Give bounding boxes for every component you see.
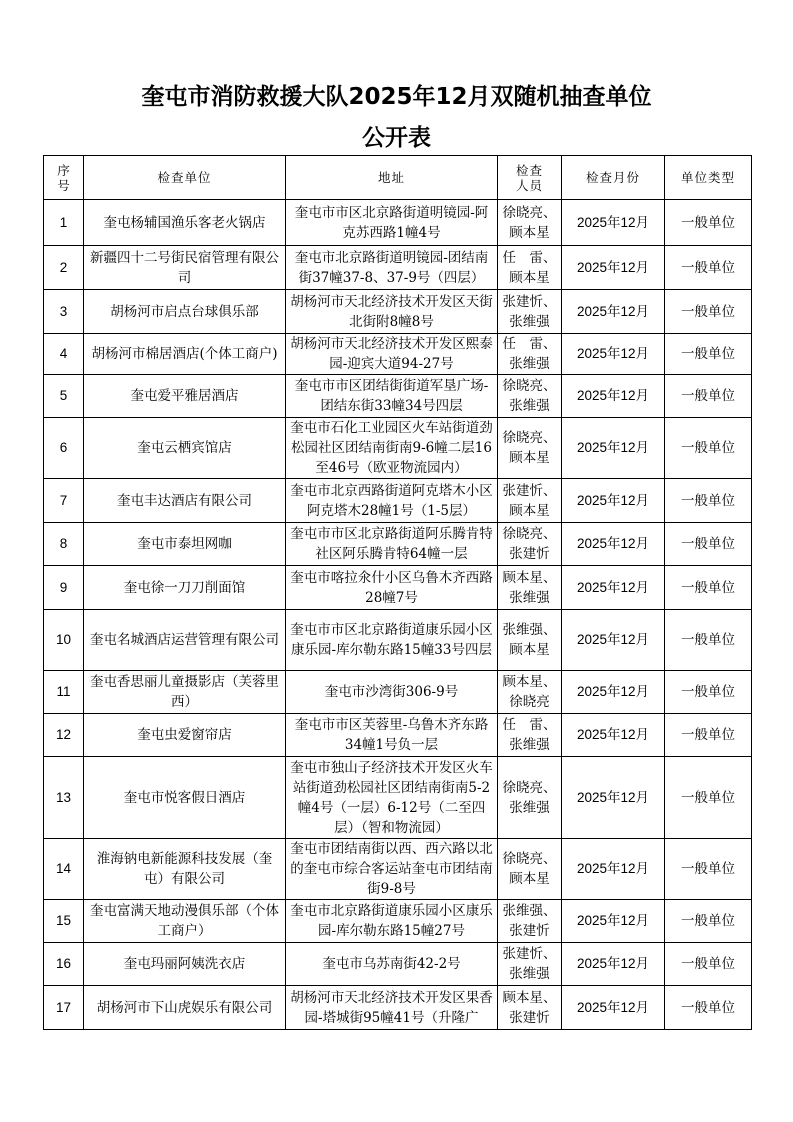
row-unit-name: 奎屯市悦客假日酒店 — [84, 757, 286, 839]
document-title: 奎屯市消防救援大队2025年12月双随机抽查单位 — [141, 84, 652, 110]
row-inspectors: 顾本星、张维强 — [498, 566, 562, 610]
row-month: 2025年12月 — [562, 290, 665, 334]
row-month: 2025年12月 — [562, 900, 665, 943]
header-type: 单位类型 — [665, 156, 752, 200]
row-inspectors: 张建忻、顾本星 — [498, 479, 562, 523]
row-unit-type: 一般单位 — [665, 566, 752, 610]
row-serial: 10 — [44, 610, 84, 671]
row-month: 2025年12月 — [562, 714, 665, 757]
row-unit-name: 奎屯杨辅国渔乐客老火锅店 — [84, 200, 286, 246]
row-unit-name: 奎屯市泰坦网咖 — [84, 523, 286, 566]
row-serial: 14 — [44, 839, 84, 900]
row-serial: 8 — [44, 523, 84, 566]
row-serial: 11 — [44, 671, 84, 714]
table-row — [44, 839, 752, 900]
row-serial: 1 — [44, 200, 84, 246]
row-serial: 6 — [44, 418, 84, 479]
row-address: 胡杨河市天北经济技术开发区果香园-塔城街95幢41号（升隆广 — [286, 986, 498, 1030]
header-address: 地址 — [286, 156, 498, 200]
row-inspectors: 任 雷、顾本星 — [498, 246, 562, 290]
table-row — [44, 200, 752, 246]
row-unit-name: 奎屯名城酒店运营管理有限公司 — [84, 610, 286, 671]
header-month: 检查月份 — [562, 156, 665, 200]
row-month: 2025年12月 — [562, 839, 665, 900]
row-serial: 2 — [44, 246, 84, 290]
table-row — [44, 566, 752, 610]
row-serial: 9 — [44, 566, 84, 610]
row-inspectors: 徐晓亮、顾本星 — [498, 418, 562, 479]
row-inspectors: 徐晓亮、顾本星 — [498, 839, 562, 900]
row-unit-name: 新疆四十二号街民宿管理有限公司 — [84, 246, 286, 290]
row-address: 奎屯市石化工业园区火车站街道劲松园社区团结南街南9-6幢二层16至46号（欧亚物流园内） — [286, 418, 498, 479]
row-unit-type: 一般单位 — [665, 900, 752, 943]
row-unit-type: 一般单位 — [665, 479, 752, 523]
table-row — [44, 714, 752, 757]
row-inspectors: 顾本星、张建忻 — [498, 986, 562, 1030]
row-serial: 15 — [44, 900, 84, 943]
row-address: 奎屯市市区芙蓉里-乌鲁木齐东路34幢1号负一层 — [286, 714, 498, 757]
row-address: 奎屯市沙湾街306-9号 — [286, 671, 498, 714]
row-unit-type: 一般单位 — [665, 986, 752, 1030]
row-unit-type: 一般单位 — [665, 671, 752, 714]
table-row — [44, 610, 752, 671]
row-address: 奎屯市北京路街道明镜园-团结南街37幢37-8、37-9号（四层） — [286, 246, 498, 290]
row-serial: 13 — [44, 757, 84, 839]
header-inspectors: 检查人员 — [498, 156, 562, 200]
row-address: 奎屯市北京西路街道阿克塔木小区阿克塔木28幢1号（1-5层） — [286, 479, 498, 523]
row-inspectors: 任 雷、张维强 — [498, 714, 562, 757]
table-row — [44, 290, 752, 334]
header-serial: 序号 — [44, 156, 84, 200]
row-inspectors: 徐晓亮、张建忻 — [498, 523, 562, 566]
row-inspectors: 任 雷、张维强 — [498, 334, 562, 375]
row-serial: 12 — [44, 714, 84, 757]
row-unit-type: 一般单位 — [665, 610, 752, 671]
row-address: 奎屯市市区北京路街道阿乐腾肯特社区阿乐腾肯特64幢一层 — [286, 523, 498, 566]
row-serial: 5 — [44, 375, 84, 418]
row-month: 2025年12月 — [562, 671, 665, 714]
row-inspectors: 张建忻、张维强 — [498, 290, 562, 334]
row-unit-name: 淮海钠电新能源科技发展（奎屯）有限公司 — [84, 839, 286, 900]
table-row — [44, 375, 752, 418]
row-unit-name: 奎屯玛丽阿姨洗衣店 — [84, 943, 286, 986]
table-row — [44, 986, 752, 1030]
table-row — [44, 900, 752, 943]
row-address: 奎屯市乌苏南街42-2号 — [286, 943, 498, 986]
row-unit-type: 一般单位 — [665, 757, 752, 839]
row-unit-type: 一般单位 — [665, 334, 752, 375]
row-address: 奎屯市市区团结街街道军垦广场-团结东街33幢34号四层 — [286, 375, 498, 418]
table-row — [44, 671, 752, 714]
row-address: 奎屯市市区北京路街道明镜园-阿克苏西路1幢4号 — [286, 200, 498, 246]
table-row — [44, 246, 752, 290]
row-address: 胡杨河市天北经济技术开发区熙泰园-迎宾大道94-27号 — [286, 334, 498, 375]
row-serial: 4 — [44, 334, 84, 375]
row-unit-name: 奎屯虫爱窗帘店 — [84, 714, 286, 757]
row-inspectors: 徐晓亮、张维强 — [498, 757, 562, 839]
table-row — [44, 757, 752, 839]
row-month: 2025年12月 — [562, 757, 665, 839]
row-month: 2025年12月 — [562, 200, 665, 246]
row-unit-type: 一般单位 — [665, 418, 752, 479]
row-unit-name: 奎屯云栖宾馆店 — [84, 418, 286, 479]
row-month: 2025年12月 — [562, 943, 665, 986]
row-unit-type: 一般单位 — [665, 714, 752, 757]
row-unit-type: 一般单位 — [665, 943, 752, 986]
row-unit-type: 一般单位 — [665, 290, 752, 334]
table-row — [44, 943, 752, 986]
row-unit-type: 一般单位 — [665, 246, 752, 290]
row-month: 2025年12月 — [562, 523, 665, 566]
row-address: 奎屯市市区北京路街道康乐园小区康乐园-库尔勒东路15幢33号四层 — [286, 610, 498, 671]
row-address: 胡杨河市天北经济技术开发区天街北街附8幢8号 — [286, 290, 498, 334]
table-row — [44, 334, 752, 375]
row-month: 2025年12月 — [562, 334, 665, 375]
row-month: 2025年12月 — [562, 566, 665, 610]
row-serial: 16 — [44, 943, 84, 986]
row-month: 2025年12月 — [562, 375, 665, 418]
row-address: 奎屯市喀拉氽什小区乌鲁木齐西路28幢7号 — [286, 566, 498, 610]
row-unit-name: 奎屯徐一刀刀削面馆 — [84, 566, 286, 610]
row-unit-name: 胡杨河市启点台球俱乐部 — [84, 290, 286, 334]
row-unit-type: 一般单位 — [665, 375, 752, 418]
document-subtitle: 公开表 — [362, 125, 431, 151]
row-month: 2025年12月 — [562, 986, 665, 1030]
table-row — [44, 479, 752, 523]
row-month: 2025年12月 — [562, 418, 665, 479]
row-address: 奎屯市团结南街以西、西六路以北的奎屯市综合客运站奎屯市团结南街9-8号 — [286, 839, 498, 900]
row-address: 奎屯市独山子经济技术开发区火车站街道劲松园社区团结南街南5-2幢4号（一层）6-12号（二至四层）（智和物流园） — [286, 757, 498, 839]
row-unit-name: 胡杨河市下山虎娱乐有限公司 — [84, 986, 286, 1030]
row-unit-type: 一般单位 — [665, 523, 752, 566]
row-serial: 7 — [44, 479, 84, 523]
table-row — [44, 523, 752, 566]
row-inspectors: 张建忻、张维强 — [498, 943, 562, 986]
row-inspectors: 顾本星、徐晓亮 — [498, 671, 562, 714]
header-unit: 检查单位 — [84, 156, 286, 200]
row-inspectors: 张维强、顾本星 — [498, 610, 562, 671]
row-unit-name: 奎屯爱平雅居酒店 — [84, 375, 286, 418]
row-unit-name: 胡杨河市棉居酒店(个体工商户) — [84, 334, 286, 375]
row-month: 2025年12月 — [562, 610, 665, 671]
table-row — [44, 418, 752, 479]
inspection-table — [43, 155, 752, 1030]
row-unit-name: 奎屯丰达酒店有限公司 — [84, 479, 286, 523]
row-inspectors: 张维强、张建忻 — [498, 900, 562, 943]
row-serial: 3 — [44, 290, 84, 334]
row-unit-name: 奎屯富满天地动漫俱乐部（个体工商户） — [84, 900, 286, 943]
row-month: 2025年12月 — [562, 479, 665, 523]
table-header-row — [44, 156, 752, 200]
row-unit-name: 奎屯香思丽儿童摄影店（芙蓉里西） — [84, 671, 286, 714]
row-address: 奎屯市北京路街道康乐园小区康乐园-库尔勒东路15幢27号 — [286, 900, 498, 943]
row-serial: 17 — [44, 986, 84, 1030]
row-unit-type: 一般单位 — [665, 839, 752, 900]
row-unit-type: 一般单位 — [665, 200, 752, 246]
row-inspectors: 徐晓亮、张维强 — [498, 375, 562, 418]
row-month: 2025年12月 — [562, 246, 665, 290]
row-inspectors: 徐晓亮、顾本星 — [498, 200, 562, 246]
